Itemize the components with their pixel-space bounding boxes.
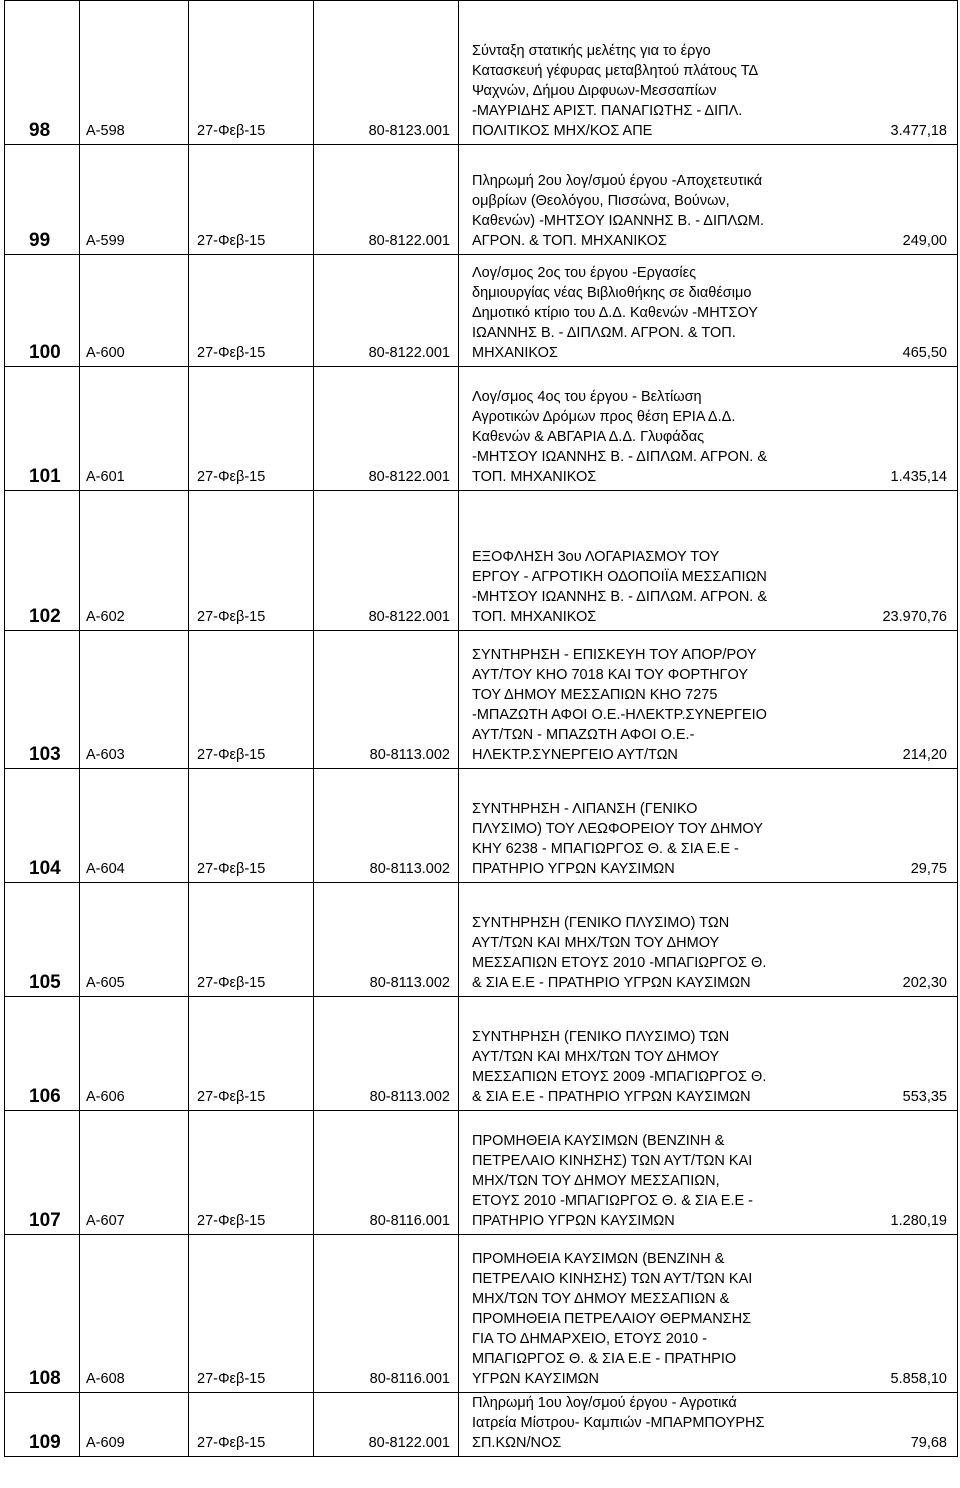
description-line: ΕΤΟΥΣ 2010 -ΜΠΑΓΙΩΡΓΟΣ Θ. & ΣΙΑ Ε.Ε - <box>472 1193 754 1209</box>
description-line: ΠΡΟΜΗΘΕΙΑ ΠΕΤΡΕΛΑΙΟΥ ΘΕΡΜΑΝΣΗΣ <box>472 1311 752 1327</box>
description-line: ΣΠ.ΚΩΝ/ΝΟΣ <box>472 1435 562 1451</box>
entry-date: 27-Φεβ-15 <box>189 631 314 769</box>
reference-code: Α-598 <box>80 1 189 145</box>
description-line: ΚΗΥ 6238 - ΜΠΑΓΙΩΡΓΟΣ Θ. & ΣΙΑ Ε.Ε - <box>472 841 739 857</box>
reference-code: Α-601 <box>80 367 189 491</box>
amount: 202,30 <box>837 883 958 997</box>
description-line: Λογ/σμος 2ος του έργου -Εργασίες <box>472 265 697 281</box>
reference-code: Α-608 <box>80 1235 189 1393</box>
description-line: ΓΙΑ ΤΟ ΔΗΜΑΡΧΕΙΟ, ΕΤΟΥΣ 2010 - <box>472 1331 707 1347</box>
account-code: 80-8122.001 <box>314 367 459 491</box>
description-line: Πληρωμή 2ου λογ/σμού έργου -Αποχετευτικά <box>472 173 763 189</box>
account-code: 80-8122.001 <box>314 255 459 367</box>
description <box>459 1235 837 1393</box>
description-line: ΠΛΥΣΙΜΟ) ΤΟΥ ΛΕΩΦΟΡΕΙΟΥ ΤΟΥ ΔΗΜΟΥ <box>472 821 763 837</box>
row-number: 108 <box>5 1235 80 1393</box>
description-line: ΠΕΤΡΕΛΑΙΟ ΚΙΝΗΣΗΣ) ΤΩΝ ΑΥΤ/ΤΩΝ ΚΑΙ <box>472 1271 753 1287</box>
entry-date: 27-Φεβ-15 <box>189 1111 314 1235</box>
account-code: 80-8122.001 <box>314 1393 459 1457</box>
table-row <box>5 255 958 367</box>
description-line: ΠΡΟΜΗΘΕΙΑ ΚΑΥΣΙΜΩΝ (ΒΕΝΖΙΝΗ & <box>472 1251 725 1267</box>
row-number: 101 <box>5 367 80 491</box>
description-line: Ιατρεία Μίστρου- Καμπιών -ΜΠΑΡΜΠΟΥΡΗΣ <box>472 1415 765 1431</box>
description-line: ΙΩΑΝΝΗΣ Β. - ΔΙΠΛΩΜ. ΑΓΡΟΝ. & ΤΟΠ. <box>472 325 736 341</box>
amount: 23.970,76 <box>837 491 958 631</box>
description-line: ΕΞΟΦΛΗΣΗ 3ου ΛΟΓΑΡΙΑΣΜΟΥ ΤΟΥ <box>472 549 720 565</box>
description-line: Καθενών & ΑΒΓΑΡΙΑ Δ.Δ. Γλυφάδας <box>472 429 705 445</box>
description-line: ΣΥΝΤΗΡΗΣΗ - ΛΙΠΑΝΣΗ (ΓΕΝΙΚΟ <box>472 801 698 817</box>
description-line: ΣΥΝΤΗΡΗΣΗ (ΓΕΝΙΚΟ ΠΛΥΣΙΜΟ) ΤΩΝ <box>472 915 730 931</box>
table-row <box>5 883 958 997</box>
description-line: ΠΟΛΙΤΙΚΟΣ ΜΗΧ/ΚΟΣ ΑΠΕ <box>472 123 653 139</box>
description <box>459 145 837 255</box>
entry-date: 27-Φεβ-15 <box>189 1235 314 1393</box>
description-line: ΤΟΥ ΔΗΜΟΥ ΜΕΣΣΑΠΙΩΝ ΚΗΟ 7275 <box>472 687 718 703</box>
table-row <box>5 1111 958 1235</box>
description <box>459 491 837 631</box>
entry-date: 27-Φεβ-15 <box>189 145 314 255</box>
amount: 214,20 <box>837 631 958 769</box>
account-code: 80-8123.001 <box>314 1 459 145</box>
entry-date: 27-Φεβ-15 <box>189 1393 314 1457</box>
description-line: ΠΡΑΤΗΡΙΟ ΥΓΡΩΝ ΚΑΥΣΙΜΩΝ <box>472 1213 675 1229</box>
reference-code: Α-603 <box>80 631 189 769</box>
amount: 1.435,14 <box>837 367 958 491</box>
amount: 553,35 <box>837 997 958 1111</box>
amount: 29,75 <box>837 769 958 883</box>
reference-code: Α-602 <box>80 491 189 631</box>
row-number: 100 <box>5 255 80 367</box>
description-line: Κατασκευή γέφυρας μεταβλητού πλάτους ΤΔ <box>472 63 759 79</box>
row-number: 109 <box>5 1393 80 1457</box>
description-line: ΠΡΟΜΗΘΕΙΑ ΚΑΥΣΙΜΩΝ (ΒΕΝΖΙΝΗ & <box>472 1133 725 1149</box>
account-code: 80-8122.001 <box>314 491 459 631</box>
description-line: ΣΥΝΤΗΡΗΣΗ (ΓΕΝΙΚΟ ΠΛΥΣΙΜΟ) ΤΩΝ <box>472 1029 730 1045</box>
entry-date: 27-Φεβ-15 <box>189 997 314 1111</box>
account-code: 80-8116.001 <box>314 1111 459 1235</box>
reference-code: Α-599 <box>80 145 189 255</box>
amount: 1.280,19 <box>837 1111 958 1235</box>
row-number: 107 <box>5 1111 80 1235</box>
table-row <box>5 1393 958 1457</box>
entry-date: 27-Φεβ-15 <box>189 255 314 367</box>
description-line: & ΣΙΑ Ε.Ε - ΠΡΑΤΗΡΙΟ ΥΓΡΩΝ ΚΑΥΣΙΜΩΝ <box>472 975 751 991</box>
description-line: ΕΡΓΟΥ - ΑΓΡΟΤΙΚΗ ΟΔΟΠΟΙΪΑ ΜΕΣΣΑΠΙΩΝ <box>472 569 767 585</box>
account-code: 80-8113.002 <box>314 631 459 769</box>
description-line: -ΜΗΤΣΟΥ ΙΩΑΝΝΗΣ Β. - ΔΙΠΛΩΜ. ΑΓΡΟΝ. & <box>472 589 768 605</box>
account-code: 80-8122.001 <box>314 145 459 255</box>
amount: 249,00 <box>837 145 958 255</box>
description-line: Πληρωμή 1ου λογ/σμού έργου - Αγροτικά <box>472 1395 737 1411</box>
table-row <box>5 1 958 145</box>
description-line: ΥΓΡΩΝ ΚΑΥΣΙΜΩΝ <box>472 1371 599 1387</box>
reference-code: Α-607 <box>80 1111 189 1235</box>
description-line: Καθενών) -ΜΗΤΣΟΥ ΙΩΑΝΝΗΣ Β. - ΔΙΠΛΩΜ. <box>472 213 765 229</box>
reference-code: Α-605 <box>80 883 189 997</box>
table-row <box>5 367 958 491</box>
description-line: ΗΛΕΚΤΡ.ΣΥΝΕΡΓΕΙΟ ΑΥΤ/ΤΩΝ <box>472 747 678 763</box>
description-line: ΠΕΤΡΕΛΑΙΟ ΚΙΝΗΣΗΣ) ΤΩΝ ΑΥΤ/ΤΩΝ ΚΑΙ <box>472 1153 753 1169</box>
table-row <box>5 631 958 769</box>
row-number: 99 <box>5 145 80 255</box>
description-line: ΜΗΧ/ΤΩΝ ΤΟΥ ΔΗΜΟΥ ΜΕΣΣΑΠΙΩΝ, <box>472 1173 720 1189</box>
row-number: 104 <box>5 769 80 883</box>
entry-date: 27-Φεβ-15 <box>189 769 314 883</box>
description <box>459 255 837 367</box>
description <box>459 1111 837 1235</box>
description-line: Σύνταξη στατικής μελέτης για το έργο <box>472 43 711 59</box>
description-line: ΜΕΣΣΑΠΙΩΝ ΕΤΟΥΣ 2009 -ΜΠΑΓΙΩΡΓΟΣ Θ. <box>472 1069 767 1085</box>
amount: 3.477,18 <box>837 1 958 145</box>
description <box>459 1 837 145</box>
table-row <box>5 997 958 1111</box>
amount: 5.858,10 <box>837 1235 958 1393</box>
description-line: ΜΗΧ/ΤΩΝ ΤΟΥ ΔΗΜΟΥ ΜΕΣΣΑΠΙΩΝ & <box>472 1291 730 1307</box>
row-number: 105 <box>5 883 80 997</box>
description <box>459 883 837 997</box>
description <box>459 367 837 491</box>
description-line: ΤΟΠ. ΜΗΧΑΝΙΚΟΣ <box>472 609 597 625</box>
description-line: ΑΥΤ/ΤΩΝ ΚΑΙ ΜΗΧ/ΤΩΝ ΤΟΥ ΔΗΜΟΥ <box>472 935 720 951</box>
description-line: ΜΕΣΣΑΠΙΩΝ ΕΤΟΥΣ 2010 -ΜΠΑΓΙΩΡΓΟΣ Θ. <box>472 955 767 971</box>
account-code: 80-8113.002 <box>314 769 459 883</box>
description-line: & ΣΙΑ Ε.Ε - ΠΡΑΤΗΡΙΟ ΥΓΡΩΝ ΚΑΥΣΙΜΩΝ <box>472 1089 751 1105</box>
reference-code: Α-604 <box>80 769 189 883</box>
description-line: ΜΗΧΑΝΙΚΟΣ <box>472 345 558 361</box>
payments-table <box>4 0 958 1457</box>
account-code: 80-8113.002 <box>314 883 459 997</box>
description-line: δημιουργίας νέας Βιβλιοθήκης σε διαθέσιμο <box>472 285 752 301</box>
description-line: Αγροτικών Δρόμων προς θέση ΕΡΙΑ Δ.Δ. <box>472 409 736 425</box>
description <box>459 1393 837 1457</box>
description-line: ΣΥΝΤΗΡΗΣΗ - ΕΠΙΣΚΕΥΗ ΤΟΥ ΑΠΟΡ/ΡΟΥ <box>472 647 757 663</box>
description <box>459 769 837 883</box>
entry-date: 27-Φεβ-15 <box>189 367 314 491</box>
description-line: Λογ/σμος 4ος του έργου - Βελτίωση <box>472 389 702 405</box>
entry-date: 27-Φεβ-15 <box>189 1 314 145</box>
entry-date: 27-Φεβ-15 <box>189 491 314 631</box>
reference-code: Α-609 <box>80 1393 189 1457</box>
description-line: -ΜΠΑΖΩΤΗ ΑΦΟΙ Ο.Ε.-ΗΛΕΚΤΡ.ΣΥΝΕΡΓΕΙΟ <box>472 707 767 723</box>
entry-date: 27-Φεβ-15 <box>189 883 314 997</box>
reference-code: Α-600 <box>80 255 189 367</box>
table-row <box>5 491 958 631</box>
description-line: ΜΠΑΓΙΩΡΓΟΣ Θ. & ΣΙΑ Ε.Ε - ΠΡΑΤΗΡΙΟ <box>472 1351 737 1367</box>
row-number: 98 <box>5 1 80 145</box>
description-line: ΠΡΑΤΗΡΙΟ ΥΓΡΩΝ ΚΑΥΣΙΜΩΝ <box>472 861 675 877</box>
description <box>459 631 837 769</box>
table-row <box>5 769 958 883</box>
account-code: 80-8116.001 <box>314 1235 459 1393</box>
description-line: -ΜΑΥΡΙΔΗΣ ΑΡΙΣΤ. ΠΑΝΑΓΙΩΤΗΣ - ΔΙΠΛ. <box>472 103 743 119</box>
table-row <box>5 145 958 255</box>
amount: 79,68 <box>837 1393 958 1457</box>
description-line: ΑΓΡΟΝ. & ΤΟΠ. ΜΗΧΑΝΙΚΟΣ <box>472 233 667 249</box>
description-line: Ψαχνών, Δήμου Διρφυων-Μεσσαπίων <box>472 83 717 99</box>
row-number: 102 <box>5 491 80 631</box>
description-line: ΑΥΤ/ΤΩΝ ΚΑΙ ΜΗΧ/ΤΩΝ ΤΟΥ ΔΗΜΟΥ <box>472 1049 720 1065</box>
description-line: -ΜΗΤΣΟΥ ΙΩΑΝΝΗΣ Β. - ΔΙΠΛΩΜ. ΑΓΡΟΝ. & <box>472 449 768 465</box>
description-line: ομβρίων (Θεολόγου, Πισσώνα, Βούνων, <box>472 193 730 209</box>
description-line: ΑΥΤ/ΤΩΝ - ΜΠΑΖΩΤΗ ΑΦΟΙ Ο.Ε.- <box>472 727 695 743</box>
description-line: ΑΥΤ/ΤΟΥ ΚΗΟ 7018 ΚΑΙ ΤΟΥ ΦΟΡΤΗΓΟΥ <box>472 667 749 683</box>
amount: 465,50 <box>837 255 958 367</box>
table-row <box>5 1235 958 1393</box>
account-code: 80-8113.002 <box>314 997 459 1111</box>
description <box>459 997 837 1111</box>
description-line: ΤΟΠ. ΜΗΧΑΝΙΚΟΣ <box>472 469 597 485</box>
row-number: 106 <box>5 997 80 1111</box>
description-line: Δημοτικό κτίριο του Δ.Δ. Καθενών -ΜΗΤΣΟΥ <box>472 305 758 321</box>
row-number: 103 <box>5 631 80 769</box>
reference-code: Α-606 <box>80 997 189 1111</box>
